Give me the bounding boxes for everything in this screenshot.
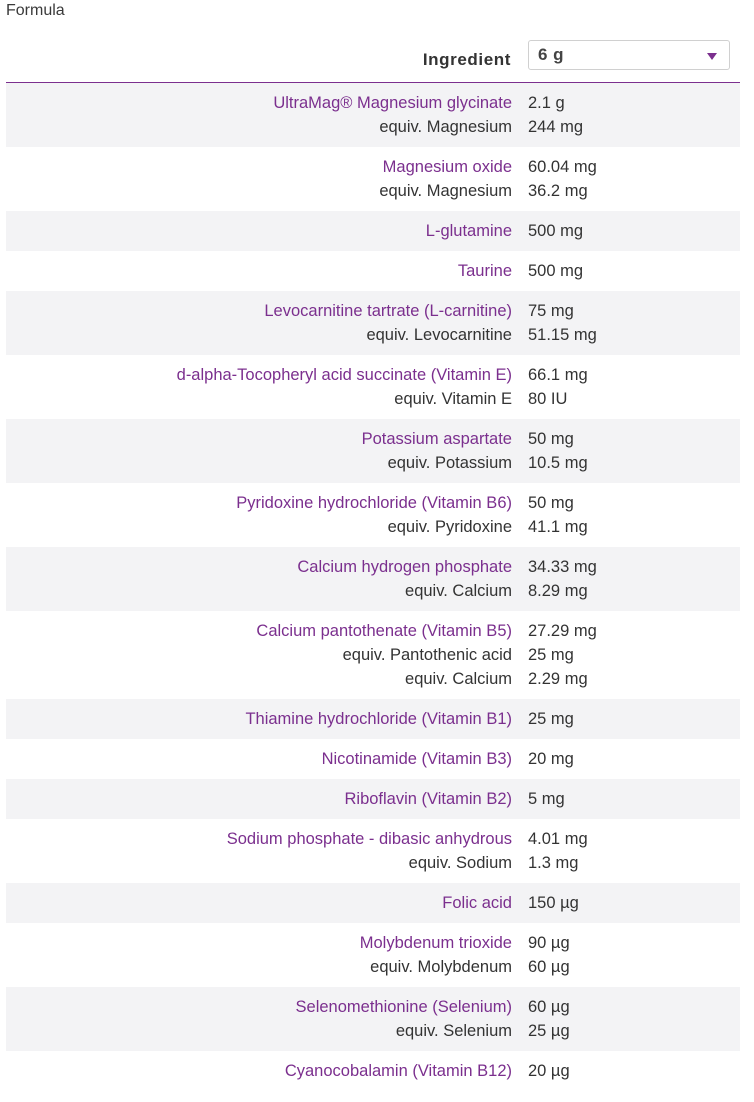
- ingredient-amount: 20 mg: [528, 750, 574, 768]
- ingredient-line: [6, 299, 740, 323]
- ingredient-row: [6, 923, 740, 987]
- table-header: [6, 40, 740, 84]
- ingredient-row: [6, 211, 740, 251]
- ingredient-name: UltraMag® Magnesium glycinate: [273, 94, 512, 112]
- ingredient-name: Riboflavin (Vitamin B2): [344, 790, 512, 808]
- equivalent-name: equiv. Calcium: [405, 582, 512, 600]
- ingredient-amount: 60.04 mg: [528, 158, 597, 176]
- ingredient-name: Folic acid: [442, 894, 512, 912]
- ingredient-row: [6, 291, 740, 355]
- ingredient-row: [6, 739, 740, 779]
- ingredient-line: [6, 155, 740, 179]
- ingredient-row: [6, 987, 740, 1051]
- ingredient-amount: 8.29 mg: [528, 582, 588, 600]
- equivalent-line: [6, 515, 740, 539]
- ingredient-name: Magnesium oxide: [382, 158, 512, 176]
- ingredient-amount: 25 µg: [528, 1022, 570, 1040]
- ingredient-line: [6, 747, 740, 771]
- ingredient-line: [6, 787, 740, 811]
- ingredient-amount: 500 mg: [528, 222, 584, 240]
- equivalent-name: equiv. Selenium: [395, 1022, 512, 1040]
- page-title: Formula: [6, 2, 65, 19]
- ingredient-amount: 2.29 mg: [528, 670, 588, 688]
- ingredient-row: [6, 883, 740, 923]
- equivalent-name: equiv. Potassium: [387, 454, 512, 472]
- ingredient-name: Nicotinamide (Vitamin B3): [321, 750, 512, 768]
- ingredient-amount: 50 mg: [528, 430, 574, 448]
- equivalent-line: [6, 115, 740, 139]
- ingredient-column-header: Ingredient: [422, 50, 511, 69]
- ingredient-row: [6, 1051, 740, 1091]
- ingredient-amount: 66.1 mg: [528, 366, 588, 384]
- equivalent-name: equiv. Molybdenum: [370, 958, 512, 976]
- ingredient-line: [6, 219, 740, 243]
- ingredient-row: [6, 547, 740, 611]
- equivalent-line: [6, 451, 740, 475]
- ingredient-name: Taurine: [457, 262, 512, 280]
- equivalent-line: [6, 387, 740, 411]
- ingredient-amount: 2.1 g: [528, 94, 565, 112]
- ingredient-amount: 1.3 mg: [528, 854, 579, 872]
- ingredient-name: Sodium phosphate - dibasic anhydrous: [226, 830, 512, 848]
- equivalent-line: [6, 955, 740, 979]
- equivalent-line: [6, 323, 740, 347]
- ingredient-line: [6, 1059, 740, 1083]
- ingredient-amount: 41.1 mg: [528, 518, 588, 536]
- equivalent-name: equiv. Sodium: [408, 854, 512, 872]
- ingredient-row: [6, 819, 740, 883]
- ingredient-amount: 36.2 mg: [528, 182, 588, 200]
- ingredient-amount: 5 mg: [528, 790, 565, 808]
- ingredient-amount: 50 mg: [528, 494, 574, 512]
- ingredient-amount: 90 µg: [528, 934, 570, 952]
- equivalent-line: [6, 179, 740, 203]
- equivalent-line: [6, 1019, 740, 1043]
- ingredient-name: L-glutamine: [425, 222, 512, 240]
- ingredient-name: d-alpha-Tocopheryl acid succinate (Vitamin E): [176, 366, 512, 384]
- ingredient-line: [6, 555, 740, 579]
- serving-size-select[interactable]: [528, 40, 730, 70]
- ingredient-line: [6, 931, 740, 955]
- equivalent-name: equiv. Vitamin E: [394, 390, 512, 408]
- ingredient-amount: 34.33 mg: [528, 558, 597, 576]
- equivalent-line: [6, 643, 740, 667]
- ingredient-line: [6, 707, 740, 731]
- ingredient-line: [6, 827, 740, 851]
- ingredient-table: [6, 83, 740, 1091]
- ingredient-name: Potassium aspartate: [361, 430, 512, 448]
- equivalent-name: equiv. Magnesium: [379, 182, 512, 200]
- ingredient-amount: 25 mg: [528, 710, 574, 728]
- ingredient-name: Calcium pantothenate (Vitamin B5): [256, 622, 512, 640]
- equivalent-name: equiv. Levocarnitine: [366, 326, 512, 344]
- ingredient-name: Pyridoxine hydrochloride (Vitamin B6): [236, 494, 512, 512]
- ingredient-row: [6, 779, 740, 819]
- ingredient-row: [6, 83, 740, 147]
- ingredient-line: [6, 995, 740, 1019]
- ingredient-name: Cyanocobalamin (Vitamin B12): [284, 1062, 512, 1080]
- ingredient-name: Selenomethionine (Selenium): [295, 998, 512, 1016]
- ingredient-line: [6, 259, 740, 283]
- equivalent-line: [6, 667, 740, 691]
- ingredient-line: [6, 491, 740, 515]
- chevron-down-icon[interactable]: [707, 53, 717, 60]
- ingredient-row: [6, 251, 740, 291]
- ingredient-amount: 80 IU: [528, 390, 568, 408]
- ingredient-line: [6, 619, 740, 643]
- ingredient-line: [6, 427, 740, 451]
- ingredient-line: [6, 891, 740, 915]
- ingredient-name: Molybdenum trioxide: [359, 934, 512, 952]
- ingredient-amount: 27.29 mg: [528, 622, 597, 640]
- ingredient-amount: 500 mg: [528, 262, 584, 280]
- ingredient-row: [6, 483, 740, 547]
- ingredient-amount: 75 mg: [528, 302, 574, 320]
- ingredient-row: [6, 419, 740, 483]
- equivalent-name: equiv. Pyridoxine: [387, 518, 512, 536]
- ingredient-line: [6, 91, 740, 115]
- equivalent-line: [6, 579, 740, 603]
- equivalent-line: [6, 851, 740, 875]
- ingredient-amount: 150 µg: [528, 894, 579, 912]
- ingredient-name: Calcium hydrogen phosphate: [297, 558, 512, 576]
- equivalent-name: equiv. Pantothenic acid: [342, 646, 512, 664]
- ingredient-name: Levocarnitine tartrate (L-carnitine): [264, 302, 512, 320]
- ingredient-row: [6, 699, 740, 739]
- ingredient-row: [6, 355, 740, 419]
- ingredient-amount: 51.15 mg: [528, 326, 597, 344]
- ingredient-line: [6, 363, 740, 387]
- ingredient-amount: 60 µg: [528, 998, 570, 1016]
- ingredient-amount: 20 µg: [528, 1062, 570, 1080]
- equivalent-name: equiv. Calcium: [405, 670, 512, 688]
- ingredient-amount: 25 mg: [528, 646, 574, 664]
- equivalent-name: equiv. Magnesium: [379, 118, 512, 136]
- ingredient-amount: 60 µg: [528, 958, 570, 976]
- ingredient-row: [6, 147, 740, 211]
- ingredient-row: [6, 611, 740, 699]
- ingredient-amount: 244 mg: [528, 118, 584, 136]
- ingredient-amount: 4.01 mg: [528, 830, 588, 848]
- ingredient-name: Thiamine hydrochloride (Vitamin B1): [245, 710, 512, 728]
- serving-size-value: 6 g: [538, 45, 565, 64]
- ingredient-amount: 10.5 mg: [528, 454, 588, 472]
